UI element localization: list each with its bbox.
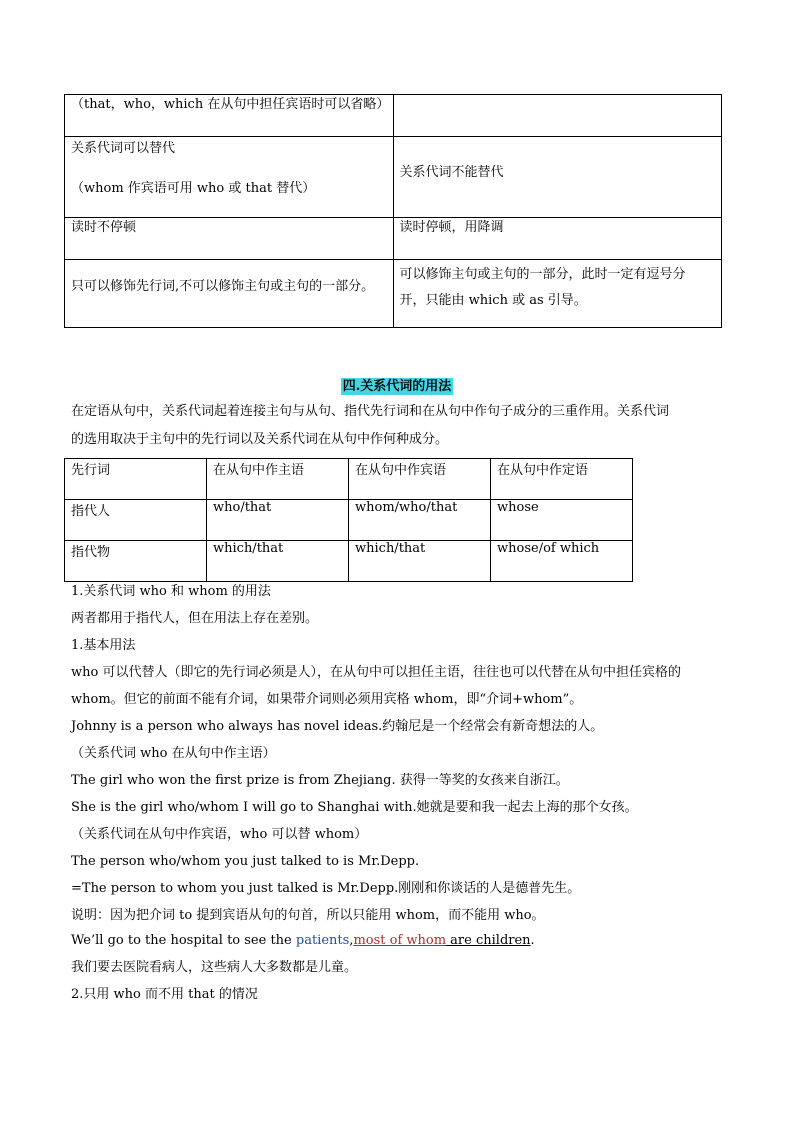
body-line: 说明：因为把介词 to 提到宾语从句的句首，所以只能用 whom，而不能用 who。 — [71, 908, 545, 923]
highlighted-relative-phrase: most of whom — [353, 933, 447, 948]
body-line: （关系代词在从句中作宾语，who 可以替 whom） — [71, 827, 368, 842]
highlighted-antecedent: patients — [295, 933, 350, 948]
table-cell: 指代物 — [65, 541, 207, 582]
table-cell: whose — [491, 500, 633, 541]
body-line: The girl who won the first prize is from Zhejiang. 获得一等奖的女孩来自浙江。 — [71, 773, 569, 788]
table-cell: （that，who，which 在从句中担任宾语时可以省略） — [65, 95, 394, 137]
table-cell: 读时不停顿 — [65, 218, 394, 260]
table-cell: whose/of which — [491, 541, 633, 582]
body-line: who 可以代替人（即它的先行词必须是人），在从句中可以担任主语，往往也可以代替在从句中担任宾格的 — [71, 665, 681, 680]
table-header-cell: 先行词 — [65, 459, 207, 500]
table-row — [65, 500, 633, 541]
table-cell: 只可以修饰先行词,不可以修饰主句或主句的一部分。 — [65, 260, 394, 328]
table-cell: 关系代词可以替代 （whom 作宾语可用 who 或 that 替代） — [65, 137, 394, 218]
patients-sentence: We’ll go to the hospital to see the patients,most of whom are children. — [71, 933, 535, 948]
table-row — [65, 541, 633, 582]
comparison-table — [64, 94, 722, 328]
intro-line: 的选用取决于主句中的先行词以及关系代词在从句中作何种成分。 — [71, 432, 449, 447]
body-line: =The person to whom you just talked is Mr.Depp.刚刚和你谈话的人是德普先生。 — [71, 881, 581, 896]
body-line: （关系代词 who 在从句中作主语） — [71, 746, 276, 761]
section-heading: 四.关系代词的用法 — [342, 379, 452, 394]
table-cell: 关系代词不能替代 — [393, 137, 722, 218]
table-row — [65, 218, 722, 260]
body-line: 2.只用 who 而不用 that 的情况 — [71, 987, 258, 1002]
table-cell: whom/who/that — [349, 500, 491, 541]
intro-line: 在定语从句中，关系代词起着连接主句与从句、指代先行词和在从句中作句子成分的三重作用。关系代词 — [71, 404, 670, 419]
table-row — [65, 260, 722, 328]
body-line: Johnny is a person who always has novel ideas.约翰尼是一个经常会有新奇想法的人。 — [71, 719, 604, 734]
body-line: 1.基本用法 — [71, 638, 136, 653]
table-header-cell: 在从句中作宾语 — [349, 459, 491, 500]
table-row — [65, 137, 722, 218]
table-header-row — [65, 459, 633, 500]
table-cell: 读时停顿，用降调 — [393, 218, 722, 260]
table-cell: 可以修饰主句或主句的一部分，此时一定有逗号分 开，只能由 which 或 as 引导。 — [393, 260, 722, 328]
body-line: 1.关系代词 who 和 whom 的用法 — [71, 584, 271, 599]
body-line: She is the girl who/whom I will go to Shanghai with.她就是要和我一起去上海的那个女孩。 — [71, 800, 638, 815]
table-cell: which/that — [349, 541, 491, 582]
table-header-cell: 在从句中作主语 — [207, 459, 349, 500]
body-line: whom。但它的前面不能有介词，如果带介词则必须用宾格 whom，即“介词+whom”。 — [71, 692, 583, 707]
body-line: The person who/whom you just talked to is Mr.Depp. — [71, 854, 420, 869]
body-line: 我们要去医院看病人，这些病人大多数都是儿童。 — [71, 960, 358, 975]
table-cell: 指代人 — [65, 500, 207, 541]
table-header-cell: 在从句中作定语 — [491, 459, 633, 500]
table-cell: who/that — [207, 500, 349, 541]
relative-pronoun-usage-table — [64, 458, 633, 582]
table-cell — [393, 95, 722, 137]
table-row — [65, 95, 722, 137]
body-line: 两者都用于指代人，但在用法上存在差别。 — [71, 611, 319, 626]
table-cell: which/that — [207, 541, 349, 582]
